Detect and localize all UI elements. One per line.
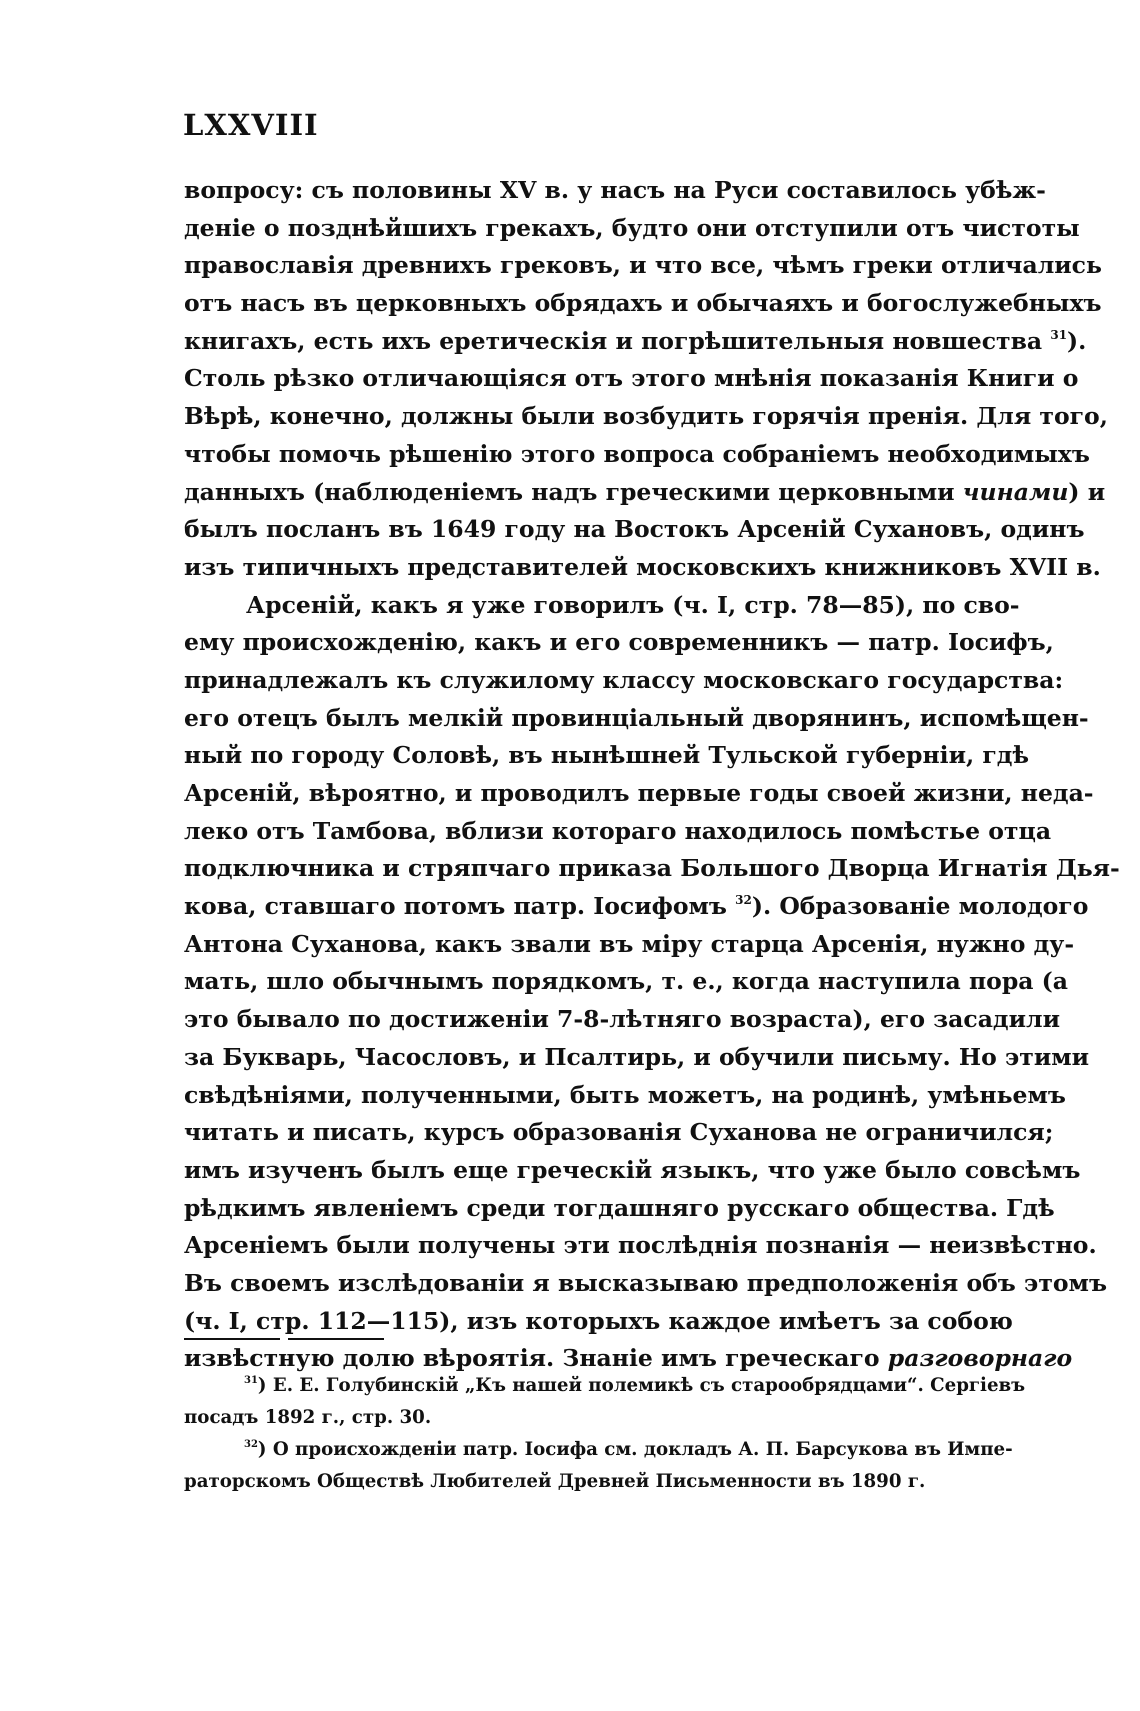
footnote-text: ) Е. Е. Голубинскій „Къ нашей полемикѣ съ старообрядцами“. Сергіевъ — [257, 1375, 1026, 1396]
text-segment: данныхъ (наблюденіемъ надъ греческими церковными — [184, 477, 955, 506]
footnote-32-line — [244, 1434, 1013, 1466]
footnote-separator — [184, 1338, 384, 1340]
text-segment: ). — [1067, 326, 1087, 355]
text-segment: извѣстную долю вѣроятія. Знаніе имъ греческаго — [184, 1344, 880, 1373]
text-line: чтобы помочь рѣшенію этого вопроса собраніемъ необходимыхъ — [184, 439, 1090, 468]
text-line: принадлежалъ къ служилому классу московскаго государства: — [184, 665, 1064, 694]
text-line: Въ своемъ изслѣдованіи я высказываю предположенія объ этомъ — [184, 1268, 1107, 1297]
text-line: деніе о позднѣйшихъ грекахъ, будто они отступили отъ чистоты — [184, 213, 1080, 242]
text-line: Арсеній, вѣроятно, и проводилъ первые годы своей жизни, неда- — [184, 779, 1094, 807]
text-line: это бывало по достиженіи 7-8-лѣтняго возраста), его засадили — [184, 1005, 1061, 1034]
text-line: Столь рѣзко отличающіяся отъ этого мнѣнія показанія Книги о — [184, 364, 1079, 393]
footnote-32-line: раторскомъ Обществѣ Любителей Древней Письменности въ 1890 г. — [184, 1471, 926, 1492]
text-line: Арсеніемъ были получены эти послѣднія познанія — неизвѣстно. — [184, 1231, 1097, 1260]
text-line: мать, шло обычнымъ порядкомъ, т. е., когда наступила пора (а — [184, 967, 1069, 996]
footnotes — [184, 1370, 1026, 1498]
text-line: Арсеній, какъ я уже говорилъ (ч. I, стр. 78—85), по сво- — [246, 590, 1020, 619]
text-line: леко отъ Тамбова, вблизи котораго находилось помѣстье отца — [184, 816, 1052, 845]
footnote-ref-31: 31 — [1050, 327, 1068, 342]
text-line: ный по городу Соловѣ, въ нынѣшней Тульской губерніи, гдѣ — [184, 741, 1029, 770]
text-segment: ) и — [1068, 477, 1106, 506]
footnote-31-line — [244, 1370, 1026, 1402]
text-line: изъ типичныхъ представителей московскихъ книжниковъ XVII в. — [184, 552, 1101, 581]
separator-segment — [184, 1338, 280, 1340]
text-line: православія древнихъ грековъ, и что все, чѣмъ греки отличались — [184, 251, 1102, 280]
text-line: Вѣрѣ, конечно, должны были возбудить горячія пренія. Для того, — [184, 402, 1108, 431]
text-line: отъ насъ въ церковныхъ обрядахъ и обычаяхъ и богослужебныхъ — [184, 289, 1102, 318]
text-line: Антона Суханова, какъ звали въ міру старца Арсенія, нужно ду- — [184, 929, 1075, 958]
italic-word: чинами — [962, 477, 1069, 506]
separator-segment — [288, 1338, 384, 1340]
text-line — [184, 323, 1087, 361]
text-line: его отецъ былъ мелкій провинціальный дворянинъ, испомѣщен- — [184, 703, 1089, 732]
text-line: рѣдкимъ явленіемъ среди тогдашняго русскаго общества. Гдѣ — [184, 1193, 1055, 1222]
text-line: читать и писать, курсъ образованія Суханова не ограничился; — [184, 1118, 1054, 1147]
text-line: ему происхожденію, какъ и его современникъ — патр. Іосифъ, — [184, 628, 1054, 657]
text-line — [184, 888, 1089, 926]
text-line: свѣдѣніями, полученными, быть можетъ, на родинѣ, умѣньемъ — [184, 1080, 1066, 1109]
footnote-mark-32: 32 — [244, 1439, 258, 1450]
footnote-ref-32: 32 — [735, 893, 752, 908]
text-segment: ). Образованіе молодого — [751, 892, 1089, 921]
text-line: имъ изученъ былъ еще греческій языкъ, что уже было совсѣмъ — [184, 1155, 1081, 1184]
footnote-mark-31: 31 — [244, 1375, 258, 1386]
main-text — [184, 172, 1120, 1378]
footnote-31-line: посадъ 1892 г., стр. 30. — [184, 1407, 432, 1428]
footnote-text: ) О происхожденіи патр. Іосифа см. докладъ А. П. Барсукова въ Импе- — [257, 1439, 1013, 1460]
page-number: LXXVIII — [183, 108, 319, 142]
text-line — [184, 474, 1106, 512]
text-line: (ч. I, стр. 112—115), изъ которыхъ каждое имѣетъ за собою — [184, 1306, 1013, 1335]
text-line: подключника и стряпчаго приказа Большого Дворца Игнатія Дья- — [184, 854, 1120, 883]
text-line: вопросу: съ половины XV в. у насъ на Руси составилось убѣж- — [184, 176, 1046, 204]
text-segment: книгахъ, есть ихъ еретическія и погрѣшительныя новшества — [184, 326, 1043, 355]
italic-word: разговорнаго — [887, 1344, 1073, 1373]
text-line: за Букварь, Часословъ, и Псалтирь, и обучили письму. Но этими — [184, 1042, 1090, 1071]
text-line: былъ посланъ въ 1649 году на Востокъ Арсеній Сухановъ, одинъ — [184, 515, 1085, 544]
text-segment: кова, ставшаго потомъ патр. Іосифомъ — [184, 892, 727, 921]
